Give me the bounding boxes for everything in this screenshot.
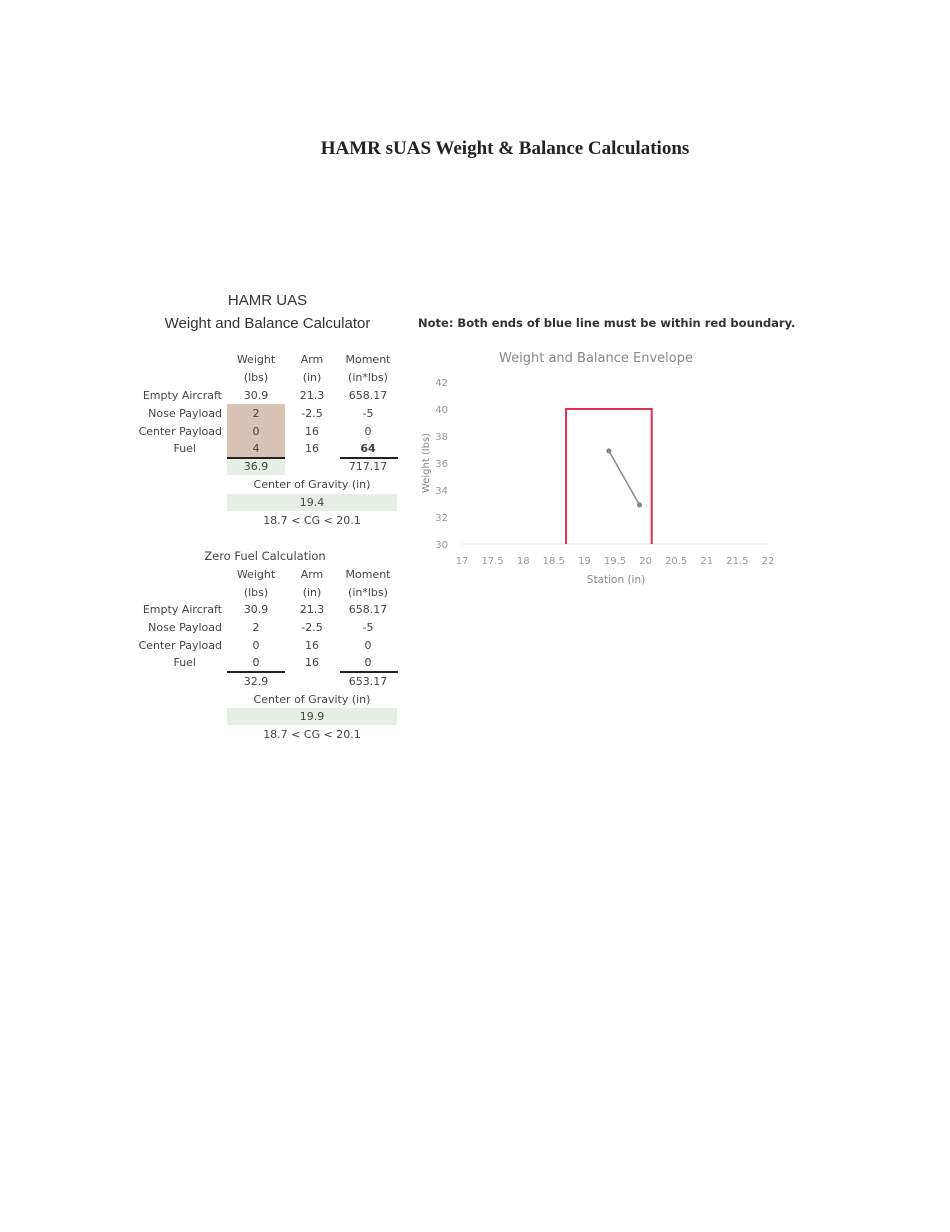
x-tick-label: 18.5 (542, 556, 565, 567)
x-tick-label: 18 (516, 556, 530, 567)
arm-header: Arm (300, 353, 324, 366)
zero-fuel-title: Zero Fuel Calculation (204, 549, 326, 563)
row-weight-input[interactable]: 4 (252, 442, 260, 455)
row-arm: -2.5 (301, 621, 323, 634)
calculator-title: HAMR UAS (227, 292, 308, 309)
sum-rule (227, 671, 285, 673)
weight-header: Weight (236, 568, 276, 581)
cg-range: 18.7 < CG < 20.1 (263, 514, 361, 527)
cg-label: Center of Gravity (in) (253, 478, 371, 491)
row-arm: 16 (305, 639, 319, 652)
weight-header: Weight (236, 353, 276, 366)
row-moment: 658.17 (348, 389, 388, 402)
moment-header: Moment (345, 353, 391, 366)
calculator-subtitle: Weight and Balance Calculator (164, 315, 371, 332)
row-label: Fuel (173, 656, 196, 669)
row-arm: 21.3 (299, 389, 325, 402)
y-tick-label: 34 (435, 486, 448, 497)
arm-unit: (in) (302, 371, 322, 384)
x-tick-label: 17 (455, 556, 469, 567)
envelope-note: Note: Both ends of blue line must be within red boundary. (418, 316, 796, 330)
row-weight: 30.9 (243, 389, 269, 402)
x-tick-label: 19 (578, 556, 591, 567)
cg-range: 18.7 < CG < 20.1 (263, 728, 361, 741)
cg-value: 19.9 (299, 710, 325, 723)
row-moment: 0 (364, 639, 372, 652)
row-label: Center Payload (138, 425, 222, 438)
arm-header: Arm (300, 568, 324, 581)
row-label: Empty Aircraft (142, 389, 222, 402)
moment-unit: (in*lbs) (348, 586, 388, 599)
page-title: HAMR sUAS Weight & Balance Calculations (320, 138, 690, 159)
moment-unit: (in*lbs) (348, 371, 388, 384)
row-weight: 0 (252, 639, 260, 652)
row-weight: 0 (252, 656, 260, 669)
y-tick-label: 30 (435, 540, 448, 551)
cg-point (637, 502, 642, 507)
row-weight: 2 (252, 621, 260, 634)
x-tick-label: 20.5 (665, 556, 688, 567)
row-moment: 0 (364, 425, 372, 438)
cg-label: Center of Gravity (in) (253, 693, 371, 706)
row-arm: -2.5 (301, 407, 323, 420)
cg-point (606, 448, 611, 453)
x-tick-label: 21.5 (726, 556, 749, 567)
row-label: Empty Aircraft (142, 603, 222, 616)
row-weight-input[interactable]: 0 (252, 425, 260, 438)
y-tick-label: 42 (435, 378, 448, 389)
row-moment: 0 (364, 656, 372, 669)
y-tick-label: 36 (435, 459, 448, 470)
total-weight: 36.9 (243, 460, 269, 473)
cg-value: 19.4 (299, 496, 325, 509)
row-arm: 16 (305, 442, 319, 455)
x-tick-label: 21 (700, 556, 714, 567)
x-tick-label: 19.5 (603, 556, 627, 567)
row-arm: 16 (305, 425, 319, 438)
row-moment: 658.17 (348, 603, 388, 616)
y-tick-label: 40 (435, 405, 448, 416)
total-moment: 653.17 (348, 675, 388, 688)
sum-rule (340, 671, 398, 673)
row-label: Nose Payload (148, 407, 222, 420)
row-arm: 21.3 (299, 603, 325, 616)
arm-unit: (in) (302, 586, 322, 599)
weight-unit: (lbs) (243, 586, 269, 599)
y-axis-label: Weight (lbs) (421, 432, 432, 494)
moment-header: Moment (345, 568, 391, 581)
x-tick-label: 20 (639, 556, 652, 567)
chart-title: Weight and Balance Envelope (499, 351, 693, 366)
x-tick-label: 22 (761, 556, 775, 567)
row-label: Fuel (173, 442, 196, 455)
weight-balance-chart (410, 340, 790, 600)
total-weight: 32.9 (243, 675, 269, 688)
total-moment: 717.17 (348, 460, 388, 473)
row-weight: 30.9 (243, 603, 269, 616)
row-moment: -5 (362, 621, 374, 634)
cg-line (609, 451, 640, 505)
row-weight-input[interactable]: 2 (252, 407, 260, 420)
x-axis-label: Station (in) (586, 574, 646, 586)
row-label: Nose Payload (148, 621, 222, 634)
row-moment: 64 (360, 442, 376, 455)
row-arm: 16 (305, 656, 319, 669)
y-tick-label: 32 (435, 513, 448, 524)
y-tick-label: 38 (435, 432, 448, 443)
envelope-boundary (566, 409, 652, 544)
x-tick-label: 17.5 (481, 556, 504, 567)
weight-unit: (lbs) (243, 371, 269, 384)
row-label: Center Payload (138, 639, 222, 652)
row-moment: -5 (362, 407, 374, 420)
